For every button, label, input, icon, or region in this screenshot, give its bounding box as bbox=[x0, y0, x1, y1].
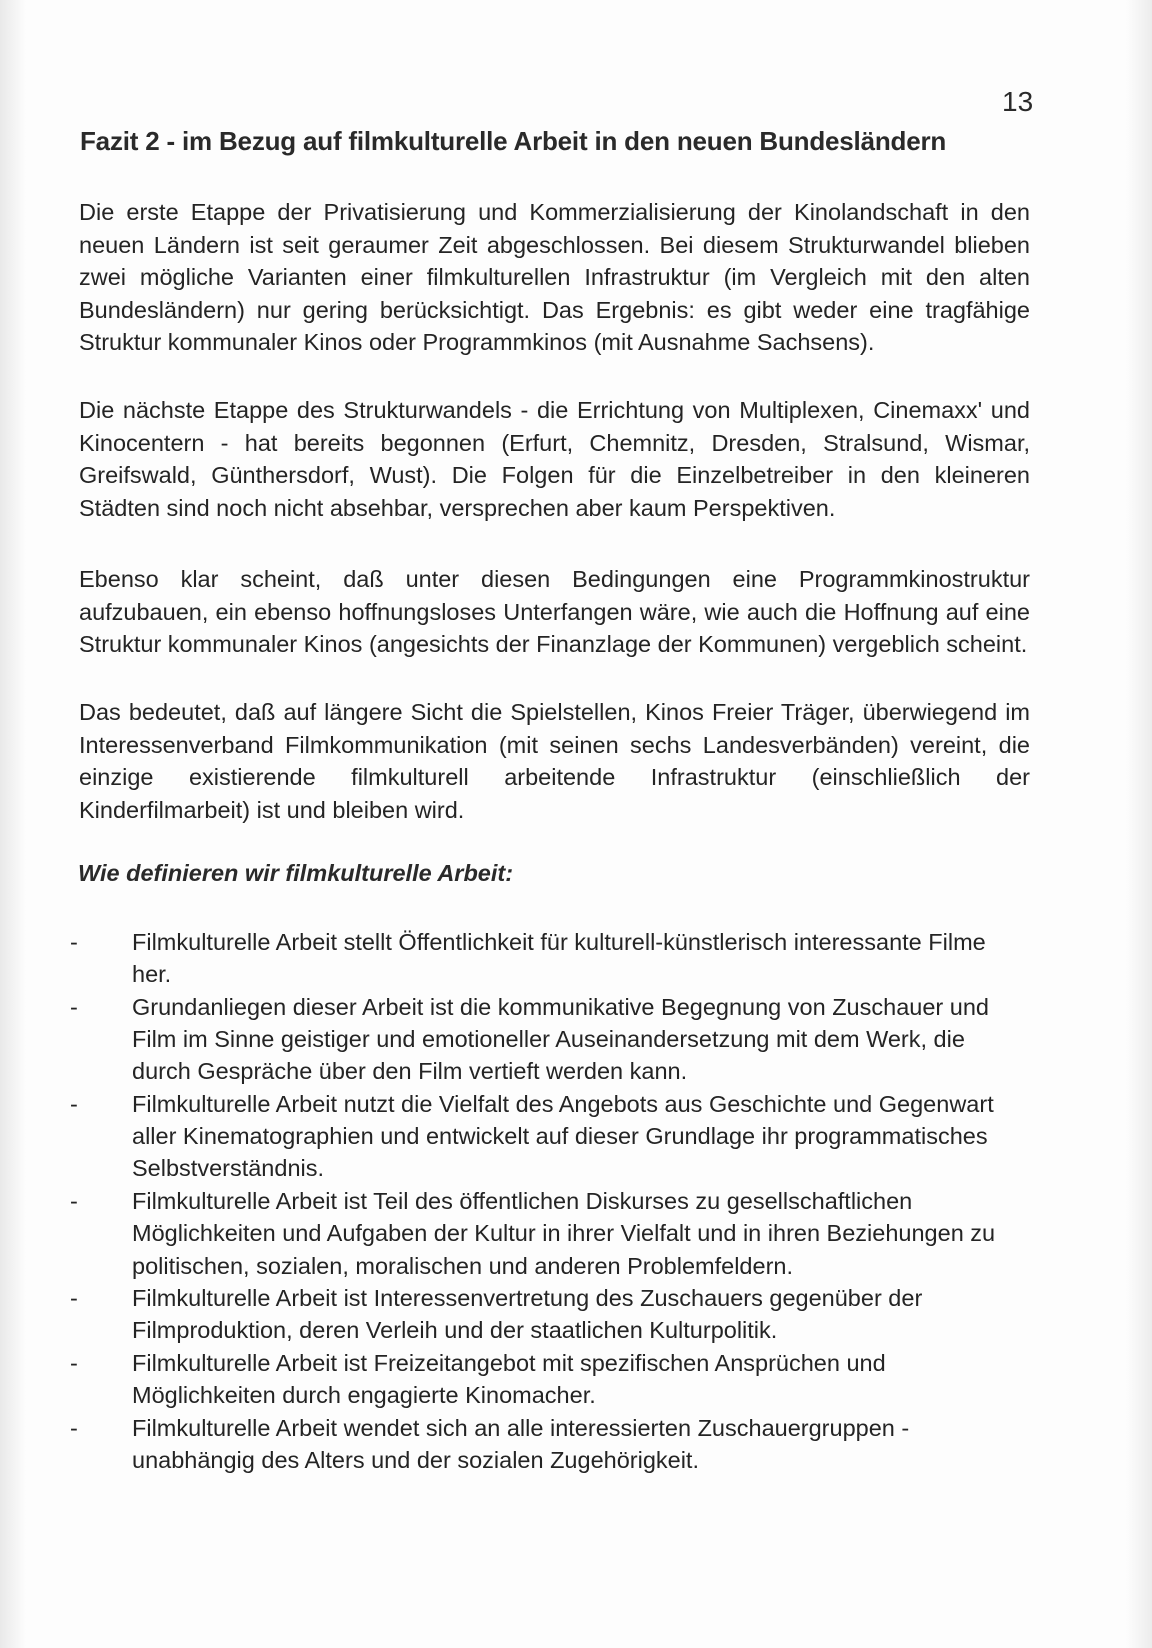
list-item-text: Filmkulturelle Arbeit ist Teil des öffentlichen Diskurses zu gesellschaftlichen Möglichkeiten und Aufgaben der Kultur in ihrer Vielfalt und in ihren Beziehungen zu politischen, sozialen, moralischen und anderen Problemfeldern. bbox=[132, 1188, 996, 1279]
definition-subheading: Wie definieren wir filmkulturelle Arbeit: bbox=[78, 860, 514, 886]
list-item bbox=[70, 1185, 1030, 1282]
list-item-text: Grundanliegen dieser Arbeit ist die kommunikative Begegnung von Zuschauer und Film im Sinne geistiger und emotioneller Auseinandersetzung mit dem Werk, die durch Gespräche über den Film vertieft werden kann. bbox=[132, 993, 989, 1085]
list-item-text: Filmkulturelle Arbeit ist Freizeitangebot mit spezifischen Ansprüchen und Möglichkeiten durch engagierte Kinomacher. bbox=[132, 1350, 886, 1409]
list-bullet: - bbox=[70, 993, 78, 1020]
paragraph-3: Ebenso klar scheint, daß unter diesen Bedingungen eine Programmkinostruktur aufzubauen, ein ebenso hoffnungsloses Unterfangen wäre, wie auch die Hoffnung auf eine Struktur kommunaler Kinos (angesichts der Finanzlage der Kommunen) vergeblich scheint. bbox=[79, 566, 1030, 657]
list-item-text: Filmkulturelle Arbeit wendet sich an alle interessierten Zuschauergruppen - unabhängig des Alters und der sozialen Zugehörigkeit. bbox=[132, 1415, 910, 1474]
list-bullet: - bbox=[70, 1091, 78, 1118]
definition-list bbox=[70, 926, 1030, 1477]
list-item bbox=[70, 1412, 1030, 1476]
list-item bbox=[70, 991, 1030, 1088]
list-bullet: - bbox=[70, 1188, 78, 1215]
page-number: 13 bbox=[1002, 86, 1034, 117]
scan-shadow-left bbox=[0, 0, 26, 1648]
list-item bbox=[70, 1347, 1030, 1411]
list-bullet: - bbox=[70, 929, 78, 955]
paragraph-2: Die nächste Etappe des Strukturwandels - die Errichtung von Multiplexen, Cinemaxx' und Kinocentern - hat bereits begonnen (Erfurt, Chemnitz, Dresden, Stralsund, Wismar, Greifswald, Günthersdorf, Wust). Die Folgen für die Einzelbetreiber in den kleineren Städten sind noch nicht absehbar, versprechen aber kaum Perspektiven. bbox=[79, 397, 1030, 521]
list-bullet: - bbox=[70, 1415, 78, 1442]
list-item-text: Filmkulturelle Arbeit nutzt die Vielfalt des Angebots aus Geschichte und Gegenwart aller Kinematographien und entwickelt auf dieser Grundlage ihr programmatisches Selbstverständnis. bbox=[132, 1091, 994, 1182]
scan-shadow-right bbox=[1126, 0, 1152, 1648]
paragraph-1: Die erste Etappe der Privatisierung und Kommerzialisierung der Kinolandschaft in den neuen Ländern ist seit geraumer Zeit abgeschlossen. Bei diesem Strukturwandel blieben zwei mögliche Varianten einer filmkulturellen Infrastruktur (im Vergleich mit den alten Bundesländern) nur gering berücksichtigt. Das Ergebnis: es gibt weder eine tragfähige Struktur kommunaler Kinos oder Programmkinos (mit Ausnahme Sachsens). bbox=[79, 199, 1030, 355]
list-item bbox=[70, 1088, 1030, 1185]
list-item bbox=[70, 1282, 1030, 1346]
paragraph-4: Das bedeutet, daß auf längere Sicht die Spielstellen, Kinos Freier Träger, überwiegend im Interessenverband Filmkommunikation (mit seinen sechs Landesverbänden) vereint, die einzige existierende filmkulturell arbeitende Infrastruktur (einschließlich der Kinderfilmarbeit) ist und bleiben wird. bbox=[79, 699, 1030, 823]
list-item-text: Filmkulturelle Arbeit ist Interessenvertretung des Zuschauers gegenüber der Filmproduktion, deren Verleih und der staatlichen Kulturpolitik. bbox=[132, 1285, 923, 1344]
list-item-text: Filmkulturelle Arbeit stellt Öffentlichkeit für kulturell-künstlerisch interessante Filme her. bbox=[132, 929, 986, 988]
list-bullet: - bbox=[70, 1350, 78, 1377]
list-bullet: - bbox=[70, 1285, 78, 1312]
section-heading: Fazit 2 - im Bezug auf filmkulturelle Arbeit in den neuen Bundesländern bbox=[80, 126, 947, 156]
list-item bbox=[70, 926, 1030, 990]
